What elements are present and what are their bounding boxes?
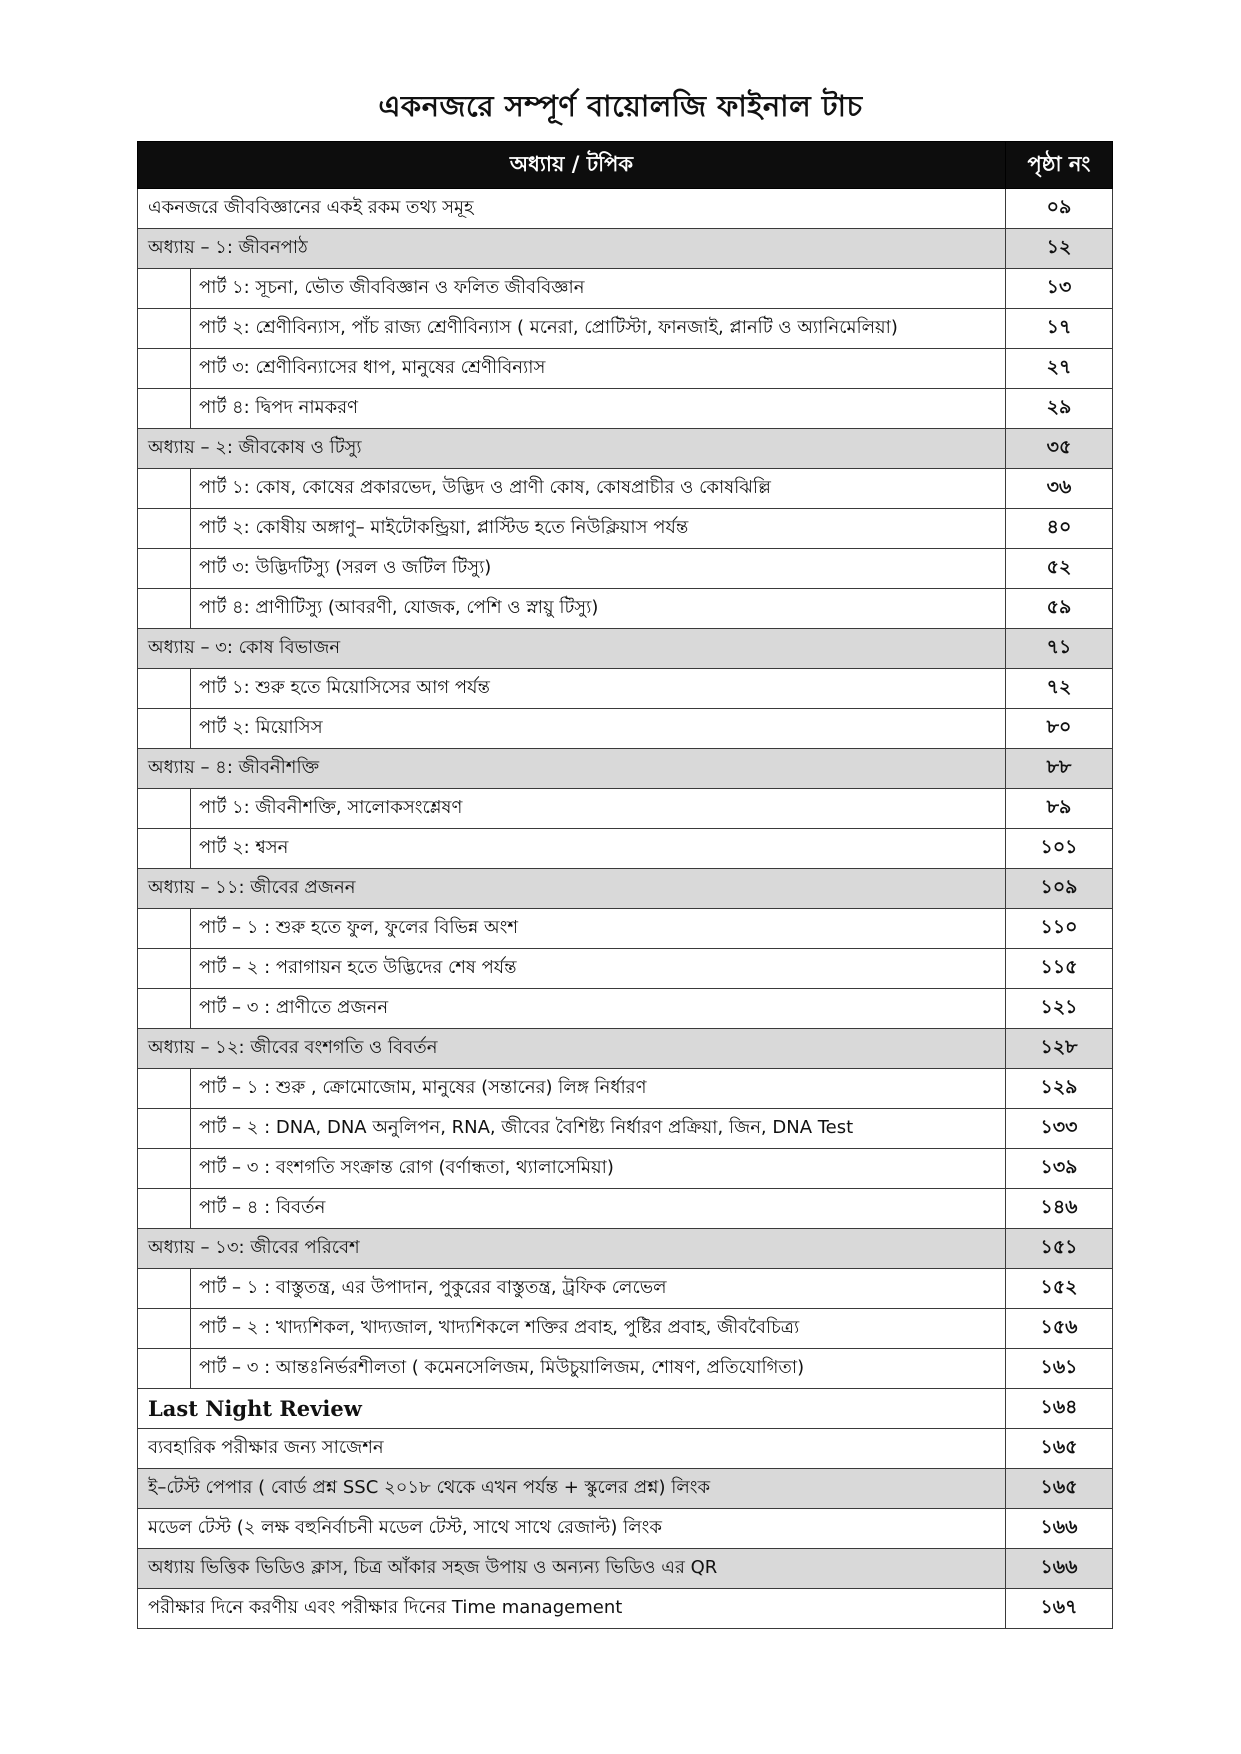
- topic-cell: [138, 309, 1006, 349]
- page-number-cell: ২৯: [1006, 389, 1113, 429]
- topic-text: পার্ট ৩: শ্রেণীবিন্যাসের ধাপ, মানুষের শ্রেণীবিন্যাস: [199, 357, 546, 378]
- page-number-cell: ৭১: [1006, 629, 1113, 669]
- part-row: [138, 1309, 1113, 1349]
- topic-text: পার্ট ১: সূচনা, ভৌত জীববিজ্ঞান ও ফলিত জীববিজ্ঞান: [199, 277, 585, 298]
- topic-text: পার্ট ২: শ্রেণীবিন্যাস, পাঁচ রাজ্য শ্রেণীবিন্যাস ( মনেরা, প্রোটিস্টা, ফানজাই, প্লানটি ও অ্যানিমেলিয়া): [199, 317, 898, 338]
- page-number-cell: ২৭: [1006, 349, 1113, 389]
- part-row: [138, 1109, 1113, 1149]
- indent-spacer: [138, 989, 191, 1028]
- page-number-cell: ১৬৬: [1006, 1509, 1113, 1549]
- topic-text: পার্ট – ২ : খাদ্যশিকল, খাদ্যজাল, খাদ্যশিকলে শক্তির প্রবাহ, পুষ্টির প্রবাহ, জীববৈচিত্র্য: [199, 1317, 800, 1338]
- part-row: [138, 829, 1113, 869]
- part-row: [138, 549, 1113, 589]
- topic-cell: ই–টেস্ট পেপার ( বোর্ড প্রশ্ন SSC ২০১৮ থেকে এখন পর্যন্ত + স্কুলের প্রশ্ন) লিংক: [138, 1469, 1006, 1509]
- indent-spacer: [138, 509, 191, 548]
- chapter-row: [138, 1029, 1113, 1069]
- topic-cell: অধ্যায় – ২: জীবকোষ ও টিস্যু: [138, 429, 1006, 469]
- indent-spacer: [138, 1189, 191, 1228]
- topic-text: পার্ট – ৪ : বিবর্তন: [199, 1197, 326, 1218]
- page-number-cell: ১৬৫: [1006, 1429, 1113, 1469]
- indent-spacer: [138, 1109, 191, 1148]
- topic-cell: পরীক্ষার দিনে করণীয় এবং পরীক্ষার দিনের Time management: [138, 1589, 1006, 1629]
- indent-spacer: [138, 1149, 191, 1188]
- indent-spacer: [138, 389, 191, 428]
- chapter-row: [138, 229, 1113, 269]
- topic-text: পার্ট – ১ : শুরু হতে ফুল, ফুলের বিভিন্ন অংশ: [199, 917, 518, 938]
- page-number-cell: ৮৮: [1006, 749, 1113, 789]
- part-row: [138, 1269, 1113, 1309]
- page-number-cell: ৫৯: [1006, 589, 1113, 629]
- indent-spacer: [138, 1269, 191, 1308]
- page-number-cell: ১৬৫: [1006, 1469, 1113, 1509]
- topic-text: পার্ট – ২ : DNA, DNA অনুলিপন, RNA, জীবের বৈশিষ্ট্য নির্ধারণ প্রক্রিয়া, জিন, DNA Test: [199, 1117, 854, 1138]
- page-number-cell: ১৫২: [1006, 1269, 1113, 1309]
- toc-body: [138, 189, 1113, 1629]
- topic-cell: [138, 1269, 1006, 1309]
- page-number-cell: ১৪৬: [1006, 1189, 1113, 1229]
- topic-cell: Last Night Review: [138, 1389, 1006, 1429]
- topic-cell: [138, 989, 1006, 1029]
- topic-text: পার্ট – ১ : শুরু , ক্রোমোজোম, মানুষের (সন্তানের) লিঙ্গ নির্ধারণ: [199, 1077, 647, 1098]
- plain-row: [138, 1509, 1113, 1549]
- topic-cell: ব্যবহারিক পরীক্ষার জন্য সাজেশন: [138, 1429, 1006, 1469]
- chapter-row: [138, 429, 1113, 469]
- highlight-row: [138, 1389, 1113, 1429]
- page-number-cell: ১২৯: [1006, 1069, 1113, 1109]
- topic-cell: [138, 469, 1006, 509]
- topic-cell: অধ্যায় – ১৩: জীবের পরিবেশ: [138, 1229, 1006, 1269]
- topic-text: পার্ট ২: মিয়োসিস: [199, 717, 323, 738]
- part-row: [138, 1189, 1113, 1229]
- page-number-cell: ৪০: [1006, 509, 1113, 549]
- page-number-cell: ১০৯: [1006, 869, 1113, 909]
- topic-text: পার্ট ২: শ্বসন: [199, 837, 289, 858]
- topic-cell: [138, 549, 1006, 589]
- topic-cell: [138, 949, 1006, 989]
- page-number-cell: ১৬১: [1006, 1349, 1113, 1389]
- page-number-cell: ১৫৬: [1006, 1309, 1113, 1349]
- indent-spacer: [138, 349, 191, 388]
- part-row: [138, 789, 1113, 829]
- topic-text: পার্ট ৪: প্রাণীটিস্যু (আবরণী, যোজক, পেশি ও স্নায়ু টিস্যু): [199, 597, 599, 618]
- indent-spacer: [138, 829, 191, 868]
- part-row: [138, 669, 1113, 709]
- indent-spacer: [138, 1069, 191, 1108]
- topic-cell: [138, 589, 1006, 629]
- chapter-row: [138, 1229, 1113, 1269]
- topic-cell: মডেল টেস্ট (২ লক্ষ বহুনির্বাচনী মডেল টেস্ট, সাথে সাথে রেজাল্ট) লিংক: [138, 1509, 1006, 1549]
- indent-spacer: [138, 469, 191, 508]
- page-number-cell: ১৩৩: [1006, 1109, 1113, 1149]
- part-row: [138, 1149, 1113, 1189]
- plain-row: [138, 1429, 1113, 1469]
- part-row: [138, 949, 1113, 989]
- indent-spacer: [138, 669, 191, 708]
- topic-text: পার্ট – ২ : পরাগায়ন হতে উদ্ভিদের শেষ পর্যন্ত: [199, 957, 517, 978]
- page-number-cell: ১৭: [1006, 309, 1113, 349]
- part-row: [138, 469, 1113, 509]
- topic-cell: একনজরে জীববিজ্ঞানের একই রকম তথ্য সমূহ: [138, 189, 1006, 229]
- indent-spacer: [138, 309, 191, 348]
- page-number-cell: ১২১: [1006, 989, 1113, 1029]
- topic-cell: অধ্যায় – ৩: কোষ বিভাজন: [138, 629, 1006, 669]
- page-number-cell: ৮৯: [1006, 789, 1113, 829]
- topic-column-header: অধ্যায় / টপিক: [138, 142, 1006, 189]
- topic-cell: [138, 269, 1006, 309]
- indent-spacer: [138, 909, 191, 948]
- chapter-row: [138, 1549, 1113, 1589]
- page-number-cell: ১৬৬: [1006, 1549, 1113, 1589]
- indent-spacer: [138, 709, 191, 748]
- topic-cell: [138, 1149, 1006, 1189]
- topic-cell: [138, 1189, 1006, 1229]
- part-row: [138, 309, 1113, 349]
- chapter-row: [138, 869, 1113, 909]
- indent-spacer: [138, 949, 191, 988]
- topic-cell: [138, 1109, 1006, 1149]
- indent-spacer: [138, 589, 191, 628]
- topic-text: পার্ট – ৩ : বংশগতি সংক্রান্ত রোগ (বর্ণান্ধতা, থ্যালাসেমিয়া): [199, 1157, 614, 1178]
- topic-cell: [138, 1349, 1006, 1389]
- part-row: [138, 1069, 1113, 1109]
- topic-cell: অধ্যায় – ১১: জীবের প্রজনন: [138, 869, 1006, 909]
- topic-cell: অধ্যায় – ৪: জীবনীশক্তি: [138, 749, 1006, 789]
- indent-spacer: [138, 1349, 191, 1388]
- page-column-header: পৃষ্ঠা নং: [1006, 142, 1113, 189]
- part-row: [138, 389, 1113, 429]
- topic-text: পার্ট – ৩ : প্রাণীতে প্রজনন: [199, 997, 389, 1018]
- part-row: [138, 1349, 1113, 1389]
- topic-cell: [138, 909, 1006, 949]
- page-number-cell: ১৩: [1006, 269, 1113, 309]
- part-row: [138, 589, 1113, 629]
- plain-row: [138, 1589, 1113, 1629]
- page-number-cell: ৩৫: [1006, 429, 1113, 469]
- part-row: [138, 909, 1113, 949]
- page-number-cell: ৭২: [1006, 669, 1113, 709]
- page-number-cell: ১৩৯: [1006, 1149, 1113, 1189]
- page-number-cell: ১৬৭: [1006, 1589, 1113, 1629]
- page-number-cell: ১৬৪: [1006, 1389, 1113, 1429]
- topic-text: পার্ট ১: শুরু হতে মিয়োসিসের আগ পর্যন্ত: [199, 677, 490, 698]
- page-number-cell: ৮০: [1006, 709, 1113, 749]
- chapter-row: [138, 1469, 1113, 1509]
- topic-cell: অধ্যায় ভিত্তিক ভিডিও ক্লাস, চিত্র আঁকার সহজ উপায় ও অন্যন্য ভিডিও এর QR: [138, 1549, 1006, 1589]
- topic-text: পার্ট ১: জীবনীশক্তি, সালোকসংশ্লেষণ: [199, 797, 463, 818]
- topic-text: পার্ট ৪: দ্বিপদ নামকরণ: [199, 397, 359, 418]
- page-title: একনজরে সম্পূর্ণ বায়োলজি ফাইনাল টাচ: [378, 89, 863, 123]
- topic-cell: অধ্যায় – ১২: জীবের বংশগতি ও বিবর্তন: [138, 1029, 1006, 1069]
- page-number-cell: ০৯: [1006, 189, 1113, 229]
- plain-row: [138, 189, 1113, 229]
- toc-table: [137, 141, 1113, 1629]
- page-number-cell: ৩৬: [1006, 469, 1113, 509]
- topic-cell: [138, 709, 1006, 749]
- chapter-row: [138, 629, 1113, 669]
- page-number-cell: ৫২: [1006, 549, 1113, 589]
- part-row: [138, 509, 1113, 549]
- topic-cell: [138, 1309, 1006, 1349]
- topic-text: পার্ট – ৩ : আন্তঃনির্ভরশীলতা ( কমেনসেলিজম, মিউচুয়ালিজম, শোষণ, প্রতিযোগিতা): [199, 1357, 805, 1378]
- part-row: [138, 349, 1113, 389]
- topic-text: পার্ট – ১ : বাস্তুতন্ত্র, এর উপাদান, পুকুরের বাস্তুতন্ত্র, ট্রফিক লেভেল: [199, 1277, 667, 1298]
- indent-spacer: [138, 269, 191, 308]
- topic-text: পার্ট ২: কোষীয় অঙ্গাণু– মাইটোকন্ড্রিয়া, প্লাস্টিড হতে নিউক্লিয়াস পর্যন্ত: [199, 517, 689, 538]
- topic-cell: [138, 349, 1006, 389]
- page-number-cell: ১১৫: [1006, 949, 1113, 989]
- topic-cell: [138, 1069, 1006, 1109]
- page-number-cell: ১২৮: [1006, 1029, 1113, 1069]
- page-number-cell: ১০১: [1006, 829, 1113, 869]
- topic-cell: [138, 789, 1006, 829]
- topic-cell: [138, 669, 1006, 709]
- indent-spacer: [138, 789, 191, 828]
- topic-cell: [138, 389, 1006, 429]
- page-number-cell: ১৫১: [1006, 1229, 1113, 1269]
- topic-cell: [138, 509, 1006, 549]
- page-number-cell: ১১০: [1006, 909, 1113, 949]
- topic-cell: অধ্যায় – ১: জীবনপাঠ: [138, 229, 1006, 269]
- indent-spacer: [138, 1309, 191, 1348]
- part-row: [138, 709, 1113, 749]
- topic-text: পার্ট ৩: উদ্ভিদটিস্যু (সরল ও জটিল টিস্যু): [199, 557, 492, 578]
- page-number-cell: ১২: [1006, 229, 1113, 269]
- indent-spacer: [138, 549, 191, 588]
- chapter-row: [138, 749, 1113, 789]
- topic-cell: [138, 829, 1006, 869]
- part-row: [138, 989, 1113, 1029]
- toc-header-row: [138, 142, 1113, 189]
- topic-text: পার্ট ১: কোষ, কোষের প্রকারভেদ, উদ্ভিদ ও প্রাণী কোষ, কোষপ্রাচীর ও কোষঝিল্লি: [199, 477, 771, 498]
- part-row: [138, 269, 1113, 309]
